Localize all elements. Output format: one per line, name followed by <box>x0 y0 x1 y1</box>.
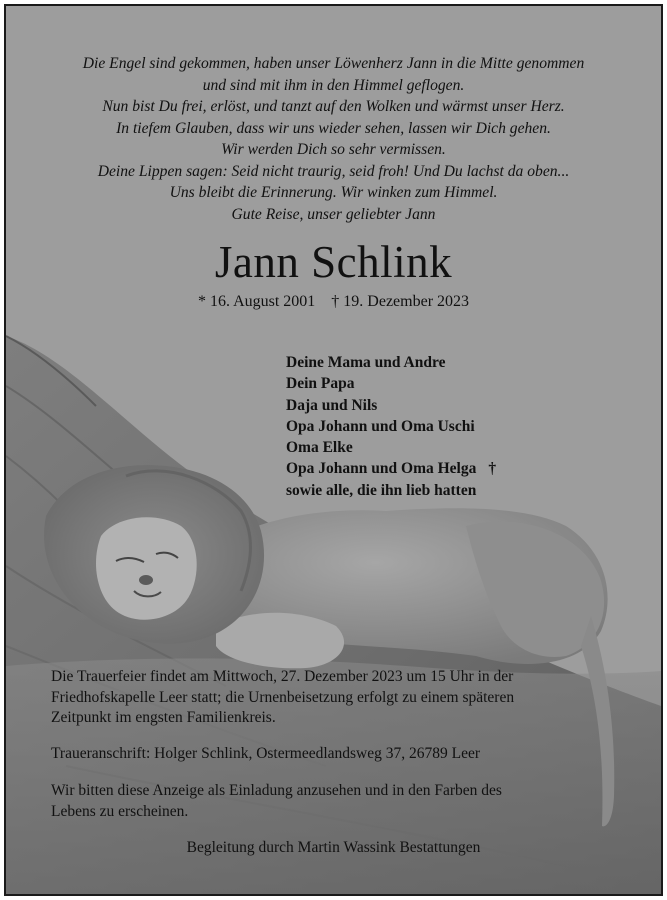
mourner-item: Daja und Nils <box>286 396 378 414</box>
address-line: Traueranschrift: Holger Schlink, Ostermeedlandsweg 37, 26789 Leer <box>51 745 481 762</box>
deceased-name: Jann Schlink <box>214 237 453 287</box>
ceremony-info <box>51 667 631 729</box>
mourner-item: Opa Johann und Oma Uschi <box>286 417 475 435</box>
poem-line: und sind mit ihm in den Himmel geflogen. <box>202 76 465 94</box>
mourner-item: Dein Papa <box>286 375 355 393</box>
mourner-item: Deine Mama und Andre <box>286 354 446 371</box>
poem-line: Nun bist Du frei, erlöst, und tanzt auf den Wolken und wärmst unser Herz. <box>102 98 565 115</box>
poem-line: In tiefem Glauben, dass wir uns wieder sehen, lassen wir Dich gehen. <box>116 119 551 137</box>
poem-line: Deine Lippen sagen: Seid nicht traurig, seid froh! Und Du lachst da oben... <box>97 162 570 180</box>
cross-symbol: † <box>488 460 497 478</box>
poem-line: Gute Reise, unser geliebter Jann <box>231 205 436 223</box>
ceremony-line: Friedhofskapelle Leer statt; die Urnenbeisetzung erfolgt zu einem späteren <box>51 688 515 706</box>
death-date: † 19. Dezember 2023 <box>331 293 470 310</box>
undertaker-credit: Begleitung durch Martin Wassink Bestattungen <box>186 839 481 856</box>
mourner-text: Opa Johann und Oma Helga <box>286 460 477 478</box>
life-dates <box>6 291 661 313</box>
mourners-list <box>286 352 496 501</box>
poem <box>6 53 661 225</box>
request-line: Wir bitten diese Anzeige als Einladung anzusehen und in den Farben des <box>51 782 502 799</box>
mourner-item-with-cross <box>286 458 496 479</box>
obituary-card <box>4 4 663 896</box>
invitation-request <box>51 781 631 822</box>
mourning-address <box>51 744 631 765</box>
ceremony-line: Die Trauerfeier findet am Mittwoch, 27. Dezember 2023 um 15 Uhr in der <box>51 668 514 685</box>
request-line: Lebens zu erscheinen. <box>51 802 189 820</box>
birth-date: * 16. August 2001 <box>197 293 316 310</box>
mourner-item: sowie alle, die ihn lieb hatten <box>286 481 477 499</box>
ceremony-line: Zeitpunkt im engsten Familienkreis. <box>51 709 276 727</box>
poem-line: Wir werden Dich so sehr vermissen. <box>221 141 446 158</box>
poem-line: Uns bleibt die Erinnerung. Wir winken zum Himmel. <box>169 184 498 201</box>
poem-line: Die Engel sind gekommen, haben unser Löwenherz Jann in die Mitte genommen <box>82 55 585 72</box>
mourner-item: Oma Elke <box>286 439 353 457</box>
